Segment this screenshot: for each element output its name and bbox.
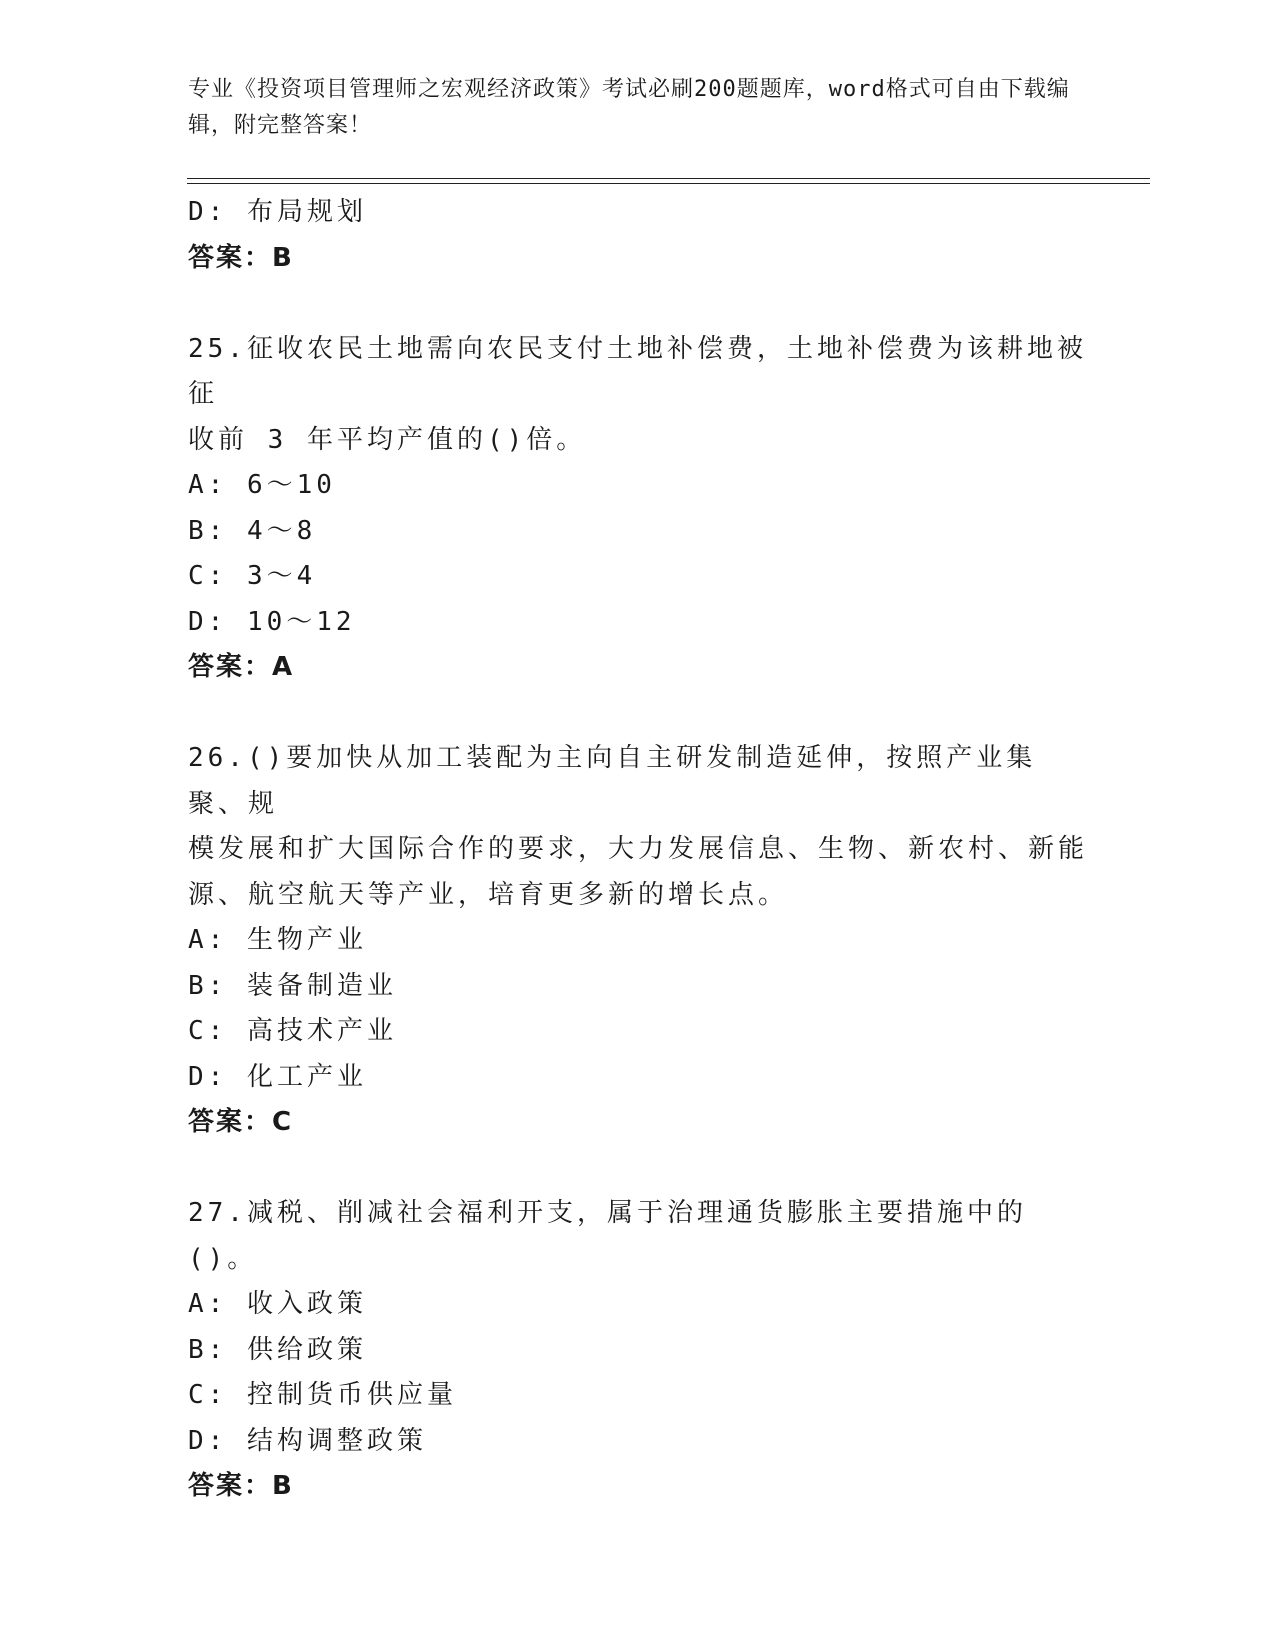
option-d: D: 10～12: [188, 606, 356, 637]
option-b: B: 4～8: [188, 515, 317, 546]
question-stem-line: 26.()要加快从加工装配为主向自主研发制造延伸，按照产业集聚、规: [188, 743, 1037, 819]
option-b: B: 供给政策: [188, 1334, 367, 1365]
question-26: [188, 736, 1088, 1146]
question-stem-line: 收前 3 年平均产值的()倍。: [188, 424, 587, 455]
option-d: D: 结构调整政策: [188, 1425, 427, 1456]
header-divider-top: [187, 178, 1150, 179]
header-divider-bottom: [187, 183, 1150, 184]
question-content: [188, 190, 1088, 1510]
answer-label: 答案：C: [188, 1107, 294, 1137]
answer-label: 答案：B: [188, 242, 294, 273]
answer-label: 答案：A: [188, 652, 295, 682]
document-header: 专业《投资项目管理师之宏观经济政策》考试必刷200题题库，word格式可自由下载编辑，附完整答案！: [188, 77, 1070, 138]
spacer: [188, 1146, 1088, 1192]
option-d: D: 布局规划: [188, 197, 367, 227]
question-stem-line: 模发展和扩大国际合作的要求，大力发展信息、生物、新农村、新能: [188, 834, 1089, 864]
spacer: [188, 281, 1088, 327]
option-c: C: 3～4: [188, 561, 317, 591]
option-d: D: 化工产业: [188, 1061, 367, 1092]
spacer: [188, 691, 1088, 737]
question-25: [188, 327, 1088, 691]
question-stem-line: 源、航空航天等产业，培育更多新的增长点。: [188, 879, 789, 910]
answer-label: 答案：B: [188, 1471, 294, 1501]
option-a: A: 生物产业: [188, 925, 367, 955]
option-c: C: 高技术产业: [188, 1016, 397, 1046]
question-stem-line: 27.减税、削减社会福利开支，属于治理通货膨胀主要措施中的()。: [188, 1198, 1027, 1274]
question-stem-line: 25.征收农民土地需向农民支付土地补偿费，土地补偿费为该耕地被征: [188, 333, 1087, 409]
option-b: B: 装备制造业: [188, 970, 397, 1001]
option-a: A: 6～10: [188, 470, 336, 500]
question-27: [188, 1191, 1088, 1510]
option-a: A: 收入政策: [188, 1289, 367, 1319]
option-c: C: 控制货币供应量: [188, 1380, 457, 1410]
